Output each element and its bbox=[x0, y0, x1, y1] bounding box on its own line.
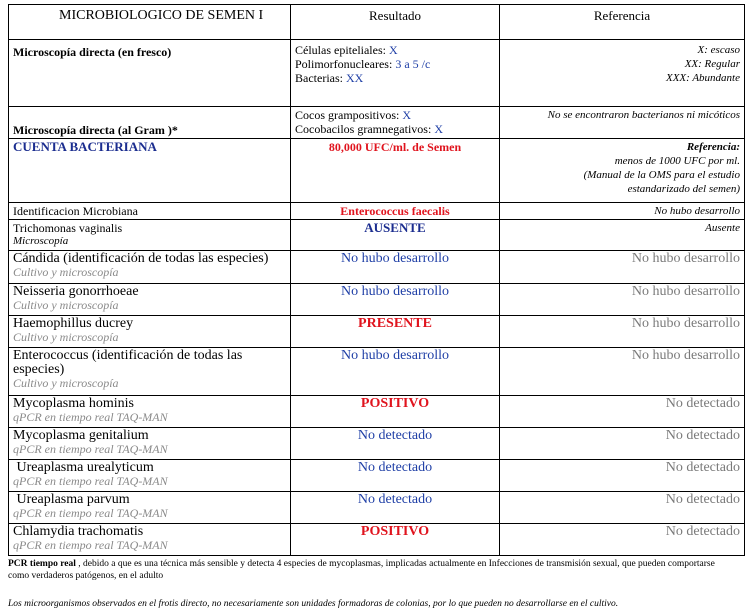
header-reference: Referencia bbox=[500, 5, 745, 40]
row-fresco bbox=[9, 40, 745, 107]
trichomonas-label: Trichomonas vaginalis Microscopía bbox=[9, 220, 291, 251]
ureaplasma-parvum-reference: No detectado bbox=[500, 492, 745, 524]
pcr-note-bold: PCR tiempo real bbox=[8, 559, 76, 569]
chlamydia-result: POSITIVO bbox=[291, 524, 500, 556]
gram-reference: No se encontraron bacterianos ni micóticos bbox=[500, 107, 745, 139]
trichomonas-reference: Ausente bbox=[500, 220, 745, 251]
mycoplasma-genitalium-label: Mycoplasma genitalium qPCR en tiempo real TAQ-MAN bbox=[9, 428, 291, 460]
row-candida bbox=[9, 251, 745, 284]
fresco-label: Microscopía directa (en fresco) bbox=[9, 40, 291, 107]
header-result: Resultado bbox=[291, 5, 500, 40]
trichomonas-result: AUSENTE bbox=[291, 220, 500, 251]
enterococcus-result: No hubo desarrollo bbox=[291, 348, 500, 396]
ureaplasma-urealyticum-reference: No detectado bbox=[500, 460, 745, 492]
identificacion-reference: No hubo desarrollo bbox=[500, 203, 745, 220]
gram-label: Microscopía directa (al Gram )* bbox=[9, 107, 291, 139]
cuenta-result: 80,000 UFC/ml. de Semen bbox=[291, 139, 500, 203]
ureaplasma-urealyticum-label: Ureaplasma urealyticum qPCR en tiempo real TAQ-MAN bbox=[9, 460, 291, 492]
row-haemophillus bbox=[9, 316, 745, 348]
gram-result: Cocos grampositivos: X Cocobacilos gramnegativos: X bbox=[291, 107, 500, 139]
row-chlamydia bbox=[9, 524, 745, 556]
row-neisseria bbox=[9, 284, 745, 316]
enterococcus-label: Enterococcus (identificación de todas las especies) Cultivo y microscopía bbox=[9, 348, 291, 396]
candida-label: Cándida (identificación de todas las especies) Cultivo y microscopía bbox=[9, 251, 291, 284]
mycoplasma-genitalium-result: No detectado bbox=[291, 428, 500, 460]
enterococcus-reference: No hubo desarrollo bbox=[500, 348, 745, 396]
pcr-note-text: , debido a que es una técnica más sensible y detecta 4 especies de mycoplasmas, implicadas actualmente en Infecciones de transmisión sexual, que pueden comportarse como verdaderos patógenos, en el adulto bbox=[8, 559, 715, 581]
identificacion-label: Identificacion Microbiana bbox=[9, 203, 291, 220]
row-mycoplasma-genitalium bbox=[9, 428, 745, 460]
candida-result: No hubo desarrollo bbox=[291, 251, 500, 284]
row-gram bbox=[9, 107, 745, 139]
haemophillus-label: Haemophillus ducrey Cultivo y microscopía bbox=[9, 316, 291, 348]
row-mycoplasma-hominis bbox=[9, 396, 745, 428]
row-identificacion bbox=[9, 203, 745, 220]
fresco-result: Células epiteliales: X Polimorfonucleares: 3 a 5 /c Bacterias: XX bbox=[291, 40, 500, 107]
chlamydia-reference: No detectado bbox=[500, 524, 745, 556]
neisseria-result: No hubo desarrollo bbox=[291, 284, 500, 316]
cuenta-reference: Referencia: menos de 1000 UFC por ml. (Manual de la OMS para el estudio estandarizado del semen) bbox=[500, 139, 745, 203]
fresco-reference: X: escaso XX: Regular XXX: Abundante bbox=[500, 40, 745, 107]
ureaplasma-urealyticum-result: No detectado bbox=[291, 460, 500, 492]
mycoplasma-hominis-result: POSITIVO bbox=[291, 396, 500, 428]
neisseria-label: Neisseria gonorrhoeae Cultivo y microscopía bbox=[9, 284, 291, 316]
row-ureaplasma-urealyticum bbox=[9, 460, 745, 492]
cuenta-label: CUENTA BACTERIANA bbox=[9, 139, 291, 203]
header-row bbox=[9, 5, 745, 40]
row-enterococcus bbox=[9, 348, 745, 396]
haemophillus-reference: No hubo desarrollo bbox=[500, 316, 745, 348]
frotis-note: Los microorganismos observados en el frotis directo, no necesariamente son unidades formadoras de colonias, por lo que pueden no desarrollarse en el cultivo. bbox=[8, 599, 619, 609]
haemophillus-result: PRESENTE bbox=[291, 316, 500, 348]
candida-reference: No hubo desarrollo bbox=[500, 251, 745, 284]
row-trichomonas bbox=[9, 220, 745, 251]
mycoplasma-hominis-label: Mycoplasma hominis qPCR en tiempo real TAQ-MAN bbox=[9, 396, 291, 428]
ureaplasma-parvum-result: No detectado bbox=[291, 492, 500, 524]
mycoplasma-hominis-reference: No detectado bbox=[500, 396, 745, 428]
neisseria-reference: No hubo desarrollo bbox=[500, 284, 745, 316]
row-cuenta bbox=[9, 139, 745, 203]
pcr-note bbox=[8, 558, 738, 582]
results-table bbox=[8, 4, 745, 556]
chlamydia-label: Chlamydia trachomatis qPCR en tiempo real TAQ-MAN bbox=[9, 524, 291, 556]
identificacion-result: Enterococcus faecalis bbox=[291, 203, 500, 220]
row-ureaplasma-parvum bbox=[9, 492, 745, 524]
ureaplasma-parvum-label: Ureaplasma parvum qPCR en tiempo real TAQ-MAN bbox=[9, 492, 291, 524]
mycoplasma-genitalium-reference: No detectado bbox=[500, 428, 745, 460]
header-study: MICROBIOLOGICO DE SEMEN I bbox=[9, 5, 291, 40]
